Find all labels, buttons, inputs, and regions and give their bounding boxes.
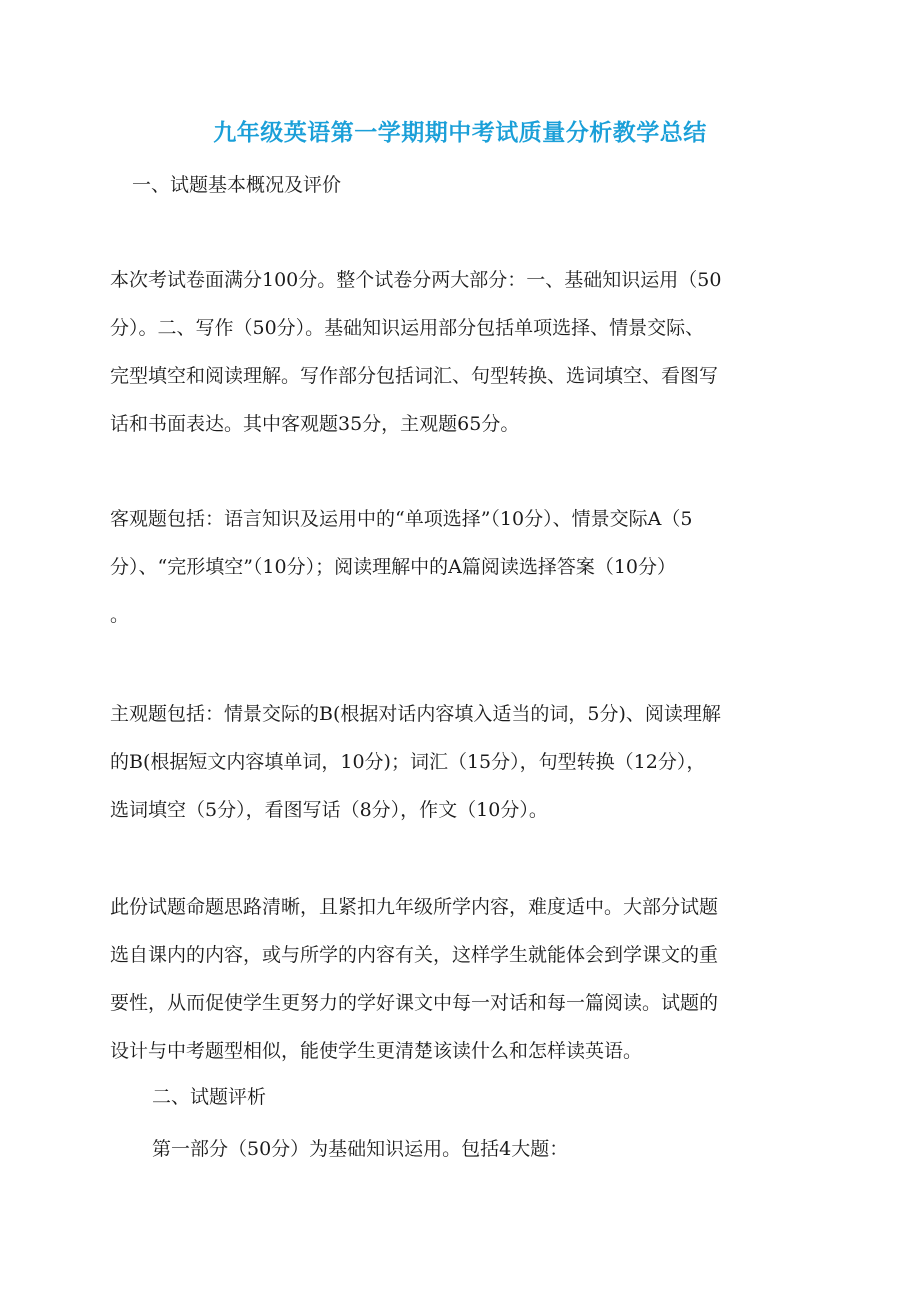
text-line: 选自课内的内容，或与所学的内容有关，这样学生就能体会到学课文的重 xyxy=(110,944,719,966)
text-line: 。 xyxy=(110,604,130,626)
paragraph-evaluation xyxy=(110,883,810,1075)
text-line: 本次考试卷面满分100分。整个试卷分两大部分：一、基础知识运用（50 xyxy=(110,269,722,291)
text-line: 分）。二、写作（50分）。基础知识运用部分包括单项选择、情景交际、 xyxy=(110,317,705,339)
section-heading-analysis: 二、试题评析 xyxy=(152,1086,267,1108)
text-line: 分）、“完形填空”（10分）；阅读理解中的A篇阅读选择答案（10分） xyxy=(110,556,677,578)
text-line: 话和书面表达。其中客观题35分，主观题65分。 xyxy=(110,413,520,435)
document-title: 九年级英语第一学期期中考试质量分析教学总结 xyxy=(213,119,707,146)
paragraph-exam-structure xyxy=(110,256,810,448)
paragraph-subjective-questions xyxy=(110,690,810,834)
text-line: 客观题包括：语言知识及运用中的“单项选择”（10分）、情景交际A（5 xyxy=(110,508,693,530)
text-line: 设计与中考题型相似，能使学生更清楚该读什么和怎样读英语。 xyxy=(110,1040,643,1062)
text-line: 此份试题命题思路清晰，且紧扣九年级所学内容，难度适中。大部分试题 xyxy=(110,896,719,918)
text-line: 选词填空（5分），看图写话（8分），作文（10分）。 xyxy=(110,799,548,821)
text-line: 的B(根据短文内容填单词，10分)；词汇（15分），句型转换（12分）， xyxy=(110,751,706,773)
text-line: 要性，从而促使学生更努力的学好课文中每一对话和每一篇阅读。试题的 xyxy=(110,992,719,1014)
section-heading-overview: 一、试题基本概况及评价 xyxy=(132,174,342,196)
part1-intro: 第一部分（50分）为基础知识运用。包括4大题： xyxy=(152,1138,569,1160)
text-line: 完型填空和阅读理解。写作部分包括词汇、句型转换、选词填空、看图写 xyxy=(110,365,719,387)
text-line: 主观题包括：情景交际的B(根据对话内容填入适当的词，5分)、阅读理解 xyxy=(110,703,721,725)
paragraph-objective-questions xyxy=(110,495,810,639)
